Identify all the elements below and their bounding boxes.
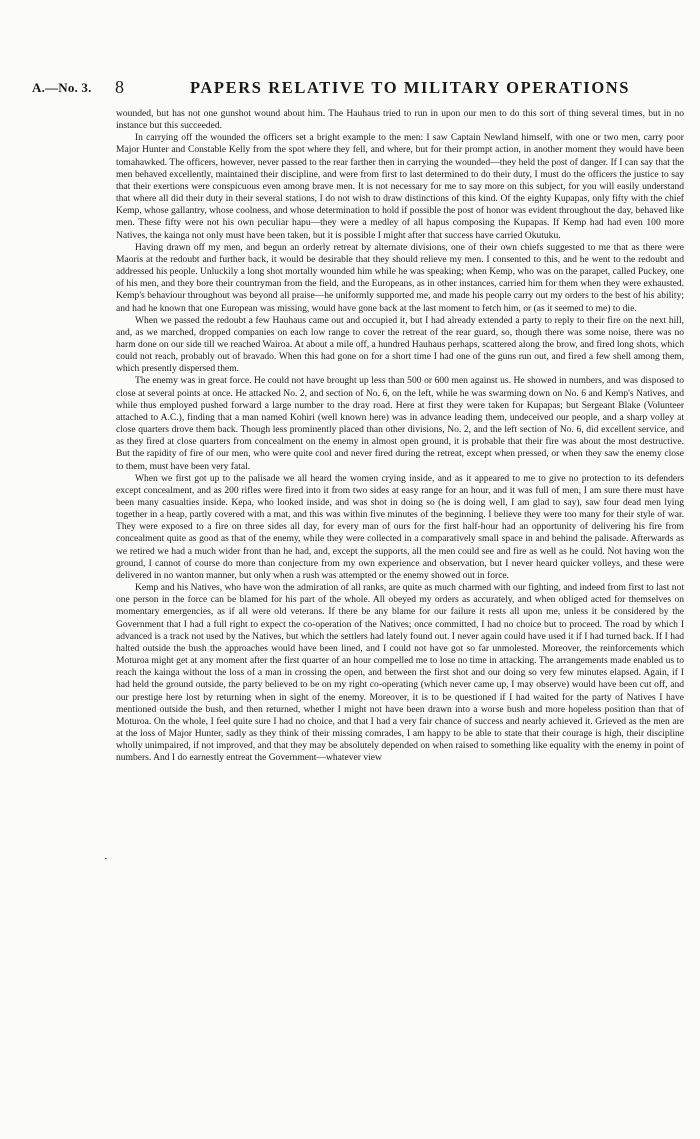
page-header: [32, 78, 670, 102]
paragraph: When we first got up to the palisade we all heard the women crying inside, and as it appeared to me to give no protection to its defenders except concealment, and as 200 rifles were fired into it from two sides at easy range for an hour, and it was full of men, I am sure there must have been many casualties inside. Kepa, who looked inside, and was shot in doing so (he is doing well, I am glad to say), saw four dead men lying together in a heap, partly covered with a mat, and this was within five minutes of the beginning. I believe they were too many for their style of war. They were exposed to a fire on three sides all day, for every man of ours for the first half-hour had an opportunity of delivering his fire from concealment quite as good as that of the enemy, while they were collected in a comparatively small space in and behind the palisade. Afterwards as we retired we had a much wider front than he had, and, except the supports, all the men could see and fire as well as he could. Not having won the ground, I cannot of course do more than conjecture from my own experience and observation, but I never heard quicker volleys, and these were delivered in no wanton manner, but only when a rush was attempted or the enemy showed out in force.: [116, 472, 684, 581]
document-reference: A.—No. 3.: [32, 80, 92, 95]
paragraph: wounded, but has not one gunshot wound about him. The Hauhaus tried to run in upon our men to do this sort of thing several times, but in no instance but this succeeded.: [116, 108, 684, 132]
paragraph: In carrying off the wounded the officers set a bright example to the men: I saw Captain Newland himself, with one or two men, carry poor Major Hunter and Constable Kelly from the spot where they fell, and where, but for their prompt action, in another moment they would have been tomahawked. The officers, however, never passed to the rear farther then in carrying the wounded—they held the post of danger. If I can say that the men behaved excellently, maintained their discipline, and were from first to last determined to do their duty, I must do the officers the justice to say that their exertions were conspicuous even among brave men. It is not necessary for me to say more on this subject, for you will easily understand that where all did their duty in their several stations, I do not wish to draw distinctions of this kind. Of the eighty Kupapas, only fifty with the chief Kemp, whose gallantry, whose coolness, and whose determination to hold if possible the post of honor was evident throughout the day, behaved like men. These fifty were not his own peculiar hapu—they were a medley of all hapus composing the Kupapas. If Kemp had had even 100 more Natives, the kainga not only must have been taken, but it is possible I might after that success have carried Okutuku.: [116, 132, 684, 241]
paragraph: When we passed the redoubt a few Hauhaus came out and occupied it, but I had already extended a party to reply to their fire on the next hill, and, as we marched, dropped companies on each low range to cover the retreat of the rear guard, so, though there was some noise, there was no harm done on our side till we reached Wairoa. At about a mile off, a hundred Hauhaus perhaps, scattered along the brow, and fired long shots, which could not reach, probably out of bravado. When this had gone on for a short time I had one of the guns run out, and fired a few shell among them, which presently dispersed them.: [116, 314, 684, 375]
page-title: PAPERS RELATIVE TO MILITARY OPERATIONS: [189, 78, 631, 97]
paragraph: Having drawn off my men, and begun an orderly retreat by alternate divisions, one of their own chiefs suggested to me that as there were Maoris at the redoubt and further back, it would be desirable that they should relieve my men. I consented to this, and he went to the redoubt and addressed his people. Unluckily a long shot mortally wounded him while he was speaking; when Kemp, who was on the parapet, called Puckey, one of his men, and they bore their countryman from the field, and the Europeans, as in other instances, carried him for them when they were exhausted. Kemp's behaviour throughout was beyond all praise—he uniformly supported me, and made his people carry out my orders to the best of his ability; and had he known that one European was missing, would have gone back at the last moment to fetch him, or (as it seemed to me) to die.: [116, 241, 684, 314]
body-text: [116, 108, 684, 764]
paragraph: The enemy was in great force. He could not have brought up less than 500 or 600 men against us. He showed in numbers, and was disposed to close at several points at once. He attacked No. 2, and section of No. 6, on the left, while he was swarming down on No. 6 and Kemp's Natives, and while thus employed pushed forward a large number to the dray road. Here at first they were taken for Kupapas; but Sergeant Blake (Volunteer attached to A.C.), finding that a man named Kohiri (well known here) was in advance leading them, undeceived our people, and a sharp volley at close quarters drove them back. Though less prominently placed than other divisions, No. 2, and the left section of No. 6, did excellent service, and as they fired at close quarters from concealment on the enemy in almost open ground, it is probable that their fire was about the most destructive. But the rapidity of fire of our men, who were quite cool and never fired during the retreat, except when pressed, or when they saw the enemy close to them, must have been very fatal.: [116, 375, 684, 472]
margin-mark: ·: [104, 853, 108, 865]
paragraph: Kemp and his Natives, who have won the admiration of all ranks, are quite as much charmed with our fighting, and indeed from first to last not one person in the force can be blamed for his part of the whole. All obeyed my orders as accurately, and when obliged acted for themselves on momentary emergencies, as if all were old veterans. If there be any blame for our failure it rests all upon me, unless it be considered by the Government that I had a full right to expect the co-operation of the Natives; once committed, I had no choice but to proceed. The road by which I advanced is a track not used by the Natives, but which the settlers had lately found out. I never again could have used it if I had turned back. If I had halted outside the bush the approaches would have been lined, and I could not have got so far unmolested. Moreover, the reinforcements which Moturoa might get at any moment after the first quarter of an hour compelled me to lose no time in attacking. The arrangements made enabled us to reach the kainga without the loss of a man in crossing the open, and between the first shot and our doing so very few minutes elapsed. Again, if I had held the ground outside, the party believed to be on my right co-operating (which never came up, I may observe) would have been cut off, and our prestige here lost by returning when in sight of the enemy. Moreover, it is to be questioned if I had waited for the party of Natives I have mentioned outside the bush, and then returned, whether I might not have been drawn into a worse bush and more hopeless position than that of Moturoa. On the whole, I feel quite sure I had no choice, and that I had a very fair chance of success and nearly achieved it. Grieved as the men are at the loss of Major Hunter, sadly as they think of their missing comrades, I am happy to be able to state that their courage is high, their discipline wholly unimpaired, if not improved, and that they may be absolutely depended on when raised to something like equality with the enemy in point of numbers. And I do earnestly entreat the Government—whatever view: [116, 582, 684, 764]
page-number: 8: [115, 77, 124, 97]
